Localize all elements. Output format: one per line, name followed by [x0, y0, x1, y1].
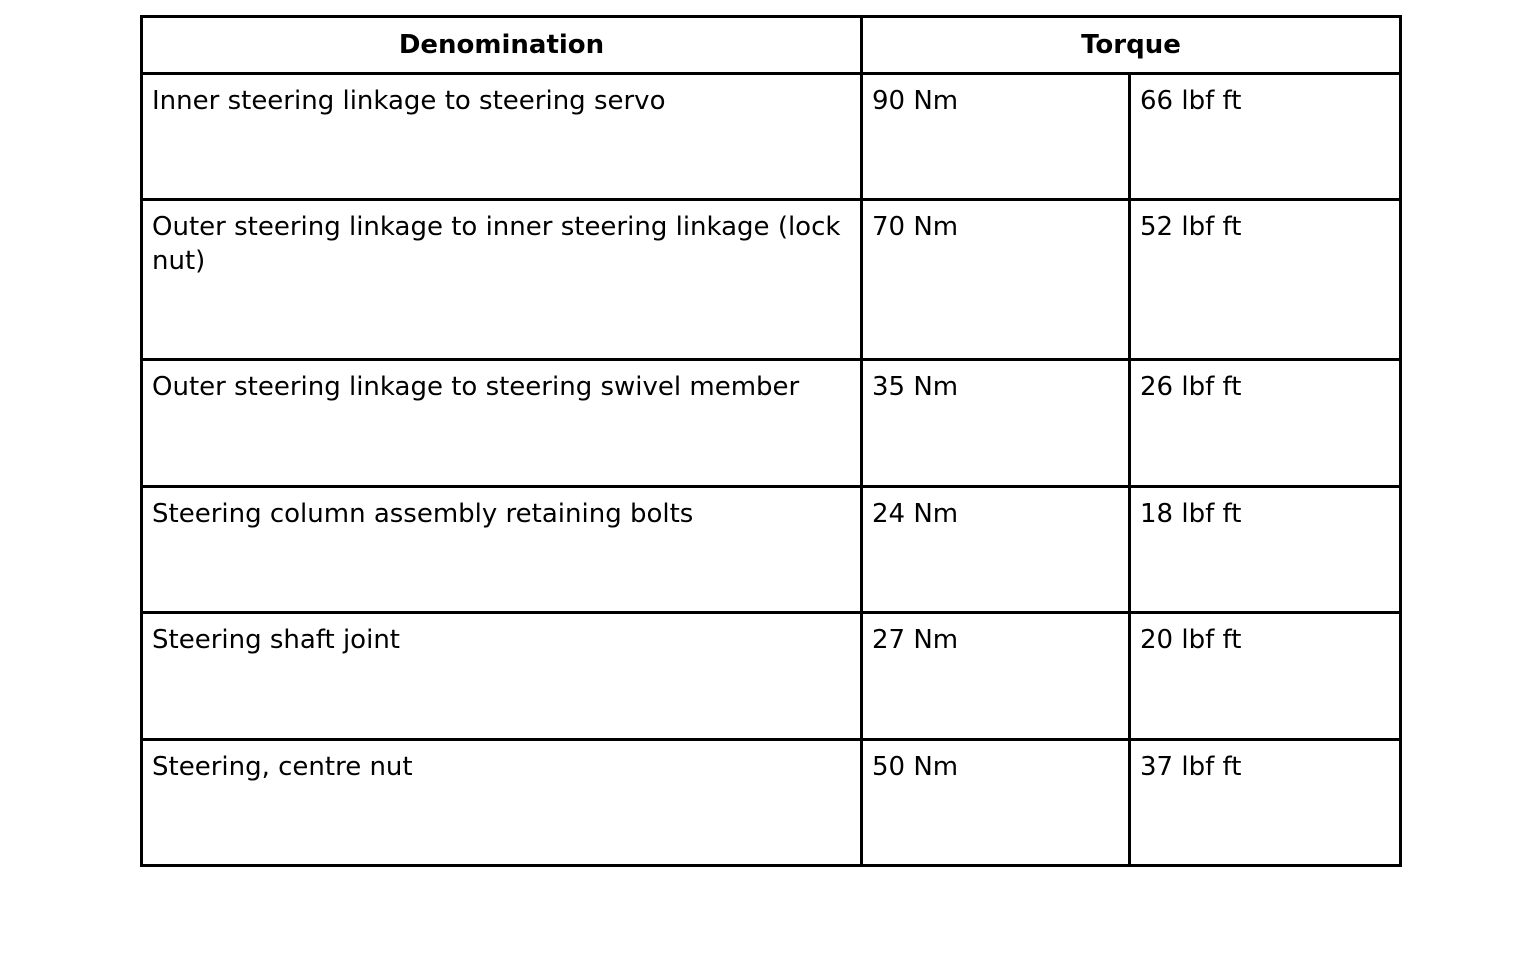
cell-torque-lbf: 20 lbf ft	[1130, 613, 1401, 740]
table-header-row	[142, 17, 1401, 74]
cell-torque-nm: 70 Nm	[862, 200, 1130, 360]
header-denomination: Denomination	[142, 17, 862, 74]
cell-denomination: Outer steering linkage to steering swivel member	[142, 360, 862, 487]
table-row	[142, 740, 1401, 866]
cell-denomination: Outer steering linkage to inner steering linkage (lock nut)	[142, 200, 862, 360]
cell-torque-nm: 35 Nm	[862, 360, 1130, 487]
cell-torque-nm: 90 Nm	[862, 74, 1130, 200]
table-row	[142, 74, 1401, 200]
cell-denomination: Steering shaft joint	[142, 613, 862, 740]
cell-torque-nm: 50 Nm	[862, 740, 1130, 866]
cell-torque-lbf: 18 lbf ft	[1130, 487, 1401, 613]
torque-specification-table	[140, 15, 1402, 867]
cell-torque-lbf: 52 lbf ft	[1130, 200, 1401, 360]
cell-denomination: Steering column assembly retaining bolts	[142, 487, 862, 613]
cell-torque-lbf: 37 lbf ft	[1130, 740, 1401, 866]
header-torque: Torque	[862, 17, 1401, 74]
cell-torque-lbf: 66 lbf ft	[1130, 74, 1401, 200]
table-row	[142, 200, 1401, 360]
cell-torque-nm: 24 Nm	[862, 487, 1130, 613]
table-row	[142, 487, 1401, 613]
table-row	[142, 360, 1401, 487]
cell-denomination: Inner steering linkage to steering servo	[142, 74, 862, 200]
cell-torque-lbf: 26 lbf ft	[1130, 360, 1401, 487]
table-row	[142, 613, 1401, 740]
cell-torque-nm: 27 Nm	[862, 613, 1130, 740]
cell-denomination: Steering, centre nut	[142, 740, 862, 866]
